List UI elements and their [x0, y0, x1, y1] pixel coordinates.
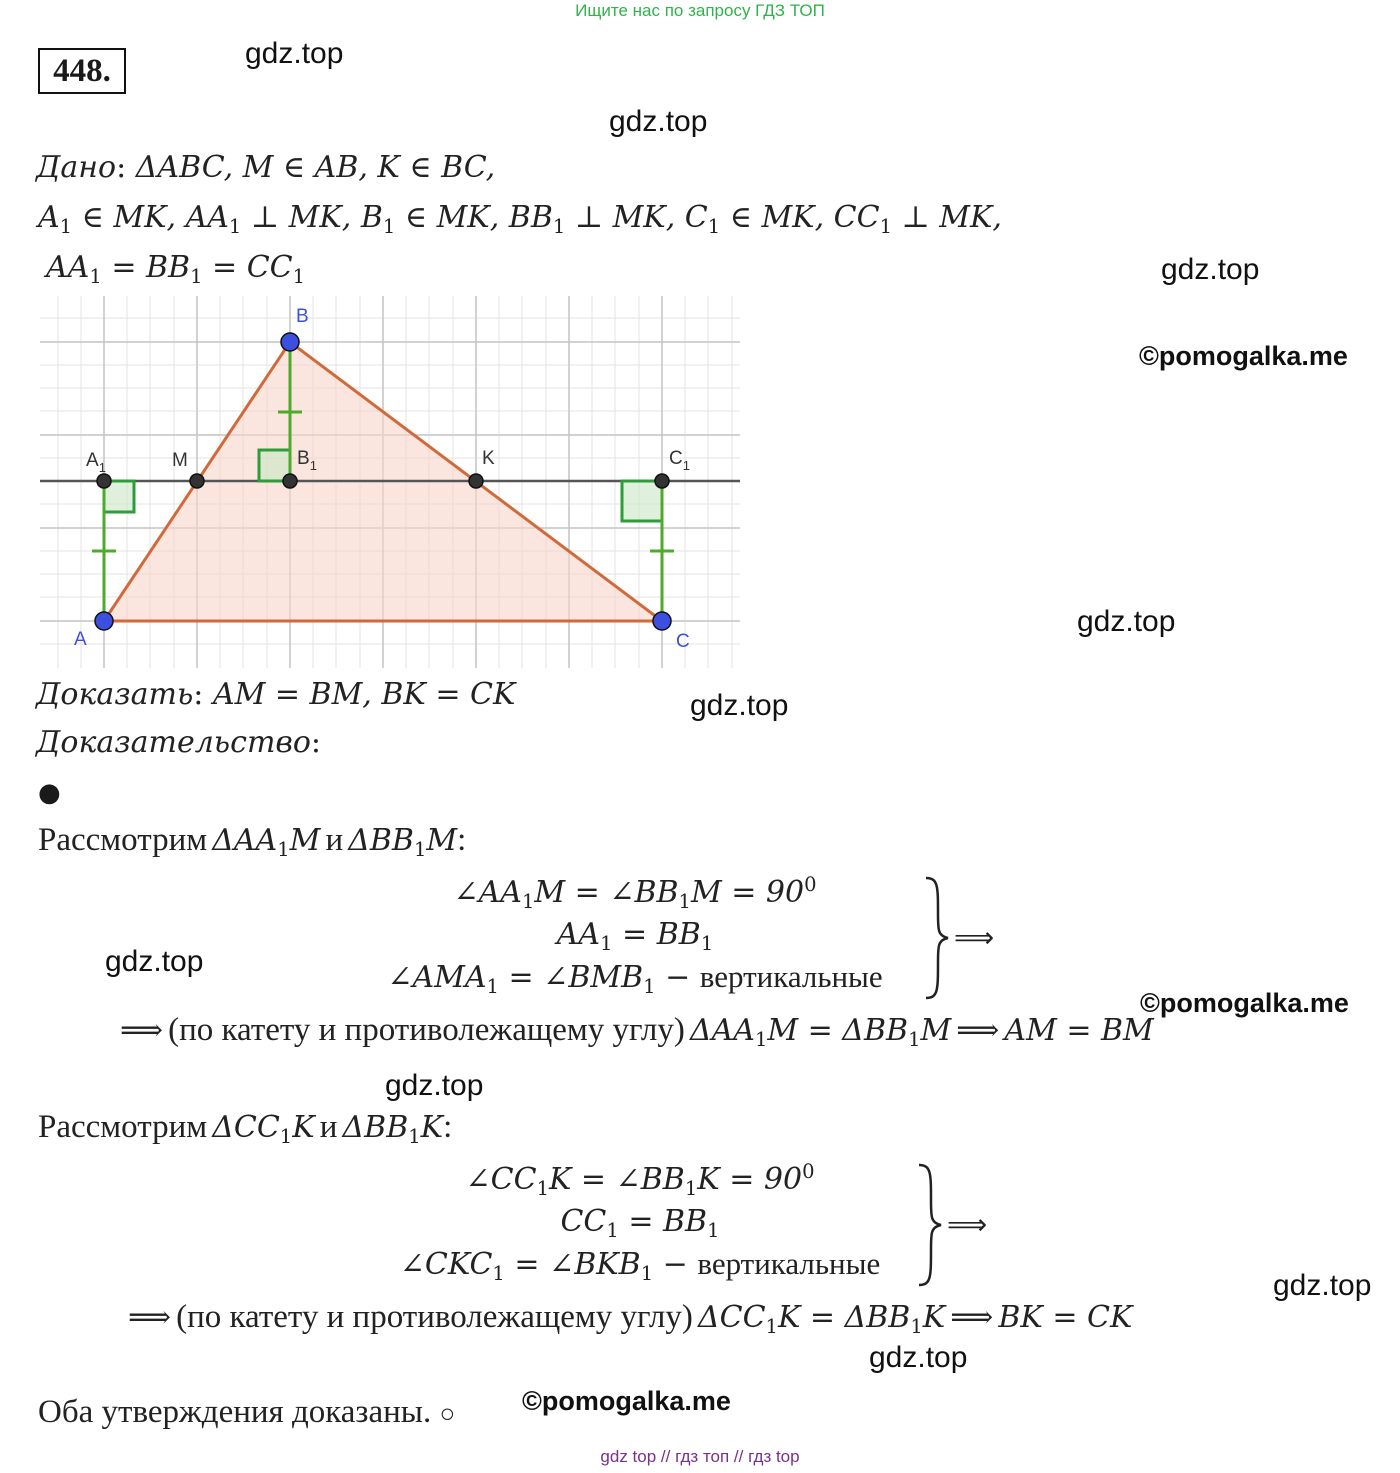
consider-line-1: Рассмотрим $\Delta AA_1M$ и $\Delta BB_1M$: — [38, 822, 467, 861]
watermark-gdz: gdz.top — [1273, 1269, 1372, 1302]
svg-text:⟹: ⟹ — [954, 921, 995, 954]
watermark-gdz: gdz.top — [1161, 253, 1260, 286]
condition-1-2: $AA_1 = BB_1$ — [556, 917, 714, 955]
label-a1: $A_1$ — [86, 450, 106, 475]
consider-line-2: Рассмотрим $\Delta CC_1K$ и $\Delta BB_1K$: — [38, 1109, 453, 1148]
label-b1: $B_1$ — [297, 448, 317, 473]
brace-1 — [920, 874, 1000, 1002]
point-c1 — [655, 474, 669, 488]
given-label: Дано — [36, 150, 117, 185]
label-c1: $C_1$ — [669, 448, 690, 473]
geometry-figure — [40, 296, 740, 668]
watermark-gdz: gdz.top — [690, 689, 789, 722]
condition-2-2: $CC_1 = BB_1$ — [560, 1204, 720, 1242]
brace-2 — [913, 1161, 993, 1289]
given-line-3: $AA_1 = BB_1 = CC_1$ — [46, 250, 306, 288]
condition-2-1: $\angle CC_1K$ = $\angle BB_1K = 90^0$ — [465, 1160, 815, 1200]
given-line-2: $A_1$ ∈ MK, $AA_1$ ⊥ MK, $B_1$ ∈ MK, $BB_1$ ⊥ MK, $C_1$ ∈ MK, $CC_1$ ⊥ MK, — [38, 200, 1002, 238]
point-b1 — [283, 474, 297, 488]
watermark-gdz: gdz.top — [609, 105, 708, 138]
point-a — [95, 612, 113, 630]
bullet: ● — [38, 778, 61, 808]
point-a1 — [97, 474, 111, 488]
final-statement: Оба утверждения доказаны. ○ — [38, 1394, 456, 1430]
prove-label: Доказать — [36, 677, 194, 712]
watermark-gdz: gdz.top — [385, 1069, 484, 1102]
search-banner[interactable]: Ищите нас по запросу ГДЗ ТОП — [575, 1, 825, 20]
label-k: K — [482, 448, 495, 469]
prove-text: AM = BM, BK = CK — [212, 677, 516, 712]
given-line-1: Дано: ΔABC, M ∈ AB, K ∈ BC, — [36, 150, 496, 185]
conclusion-1: ⟹ (по катету и противолежащему углу) $\Delta AA_1M = \Delta BB_1M$ ⟹ AM = BM — [120, 1012, 1154, 1051]
point-k — [469, 474, 483, 488]
watermark-gdz: gdz.top — [1077, 605, 1176, 638]
point-c — [653, 612, 671, 630]
watermark-gdz: gdz.top — [245, 37, 344, 70]
watermark-pomogalka: ©pomogalka.me — [522, 1386, 731, 1416]
label-a: A — [74, 629, 87, 650]
watermark-pomogalka: ©pomogalka.me — [1139, 341, 1348, 371]
condition-1-1: $\angle AA_1M$ = $\angle BB_1M = 90^0$ — [453, 873, 817, 913]
condition-1-3: $\angle AMA_1$ = $\angle BMB_1$ − вертикальные — [387, 959, 883, 998]
watermark-pomogalka: ©pomogalka.me — [1140, 988, 1349, 1018]
label-m: M — [172, 450, 188, 471]
given-text-1: ΔABC, M ∈ AB, K ∈ BC, — [135, 150, 496, 185]
label-c: C — [676, 631, 690, 652]
proof-heading: Доказательство: — [36, 725, 322, 760]
watermark-gdz: gdz.top — [869, 1341, 968, 1374]
task-number: 448. — [38, 48, 126, 94]
label-b: B — [296, 306, 309, 327]
condition-2-3: $\angle CKC_1$ = $\angle BKB_1$ − вертикальные — [399, 1246, 881, 1285]
right-angle-c1 — [622, 481, 662, 521]
prove-line: Доказать: AM = BM, BK = CK — [36, 677, 516, 712]
point-b — [281, 333, 299, 351]
footer-links[interactable]: gdz top // гдз топ // гдз top — [600, 1447, 800, 1466]
conclusion-2: ⟹ (по катету и противолежащему углу) $\Delta CC_1K = \Delta BB_1K$ ⟹ BK = CK — [128, 1299, 1133, 1338]
watermark-gdz: gdz.top — [105, 945, 204, 978]
svg-text:⟹: ⟹ — [947, 1208, 988, 1241]
point-m — [190, 474, 204, 488]
